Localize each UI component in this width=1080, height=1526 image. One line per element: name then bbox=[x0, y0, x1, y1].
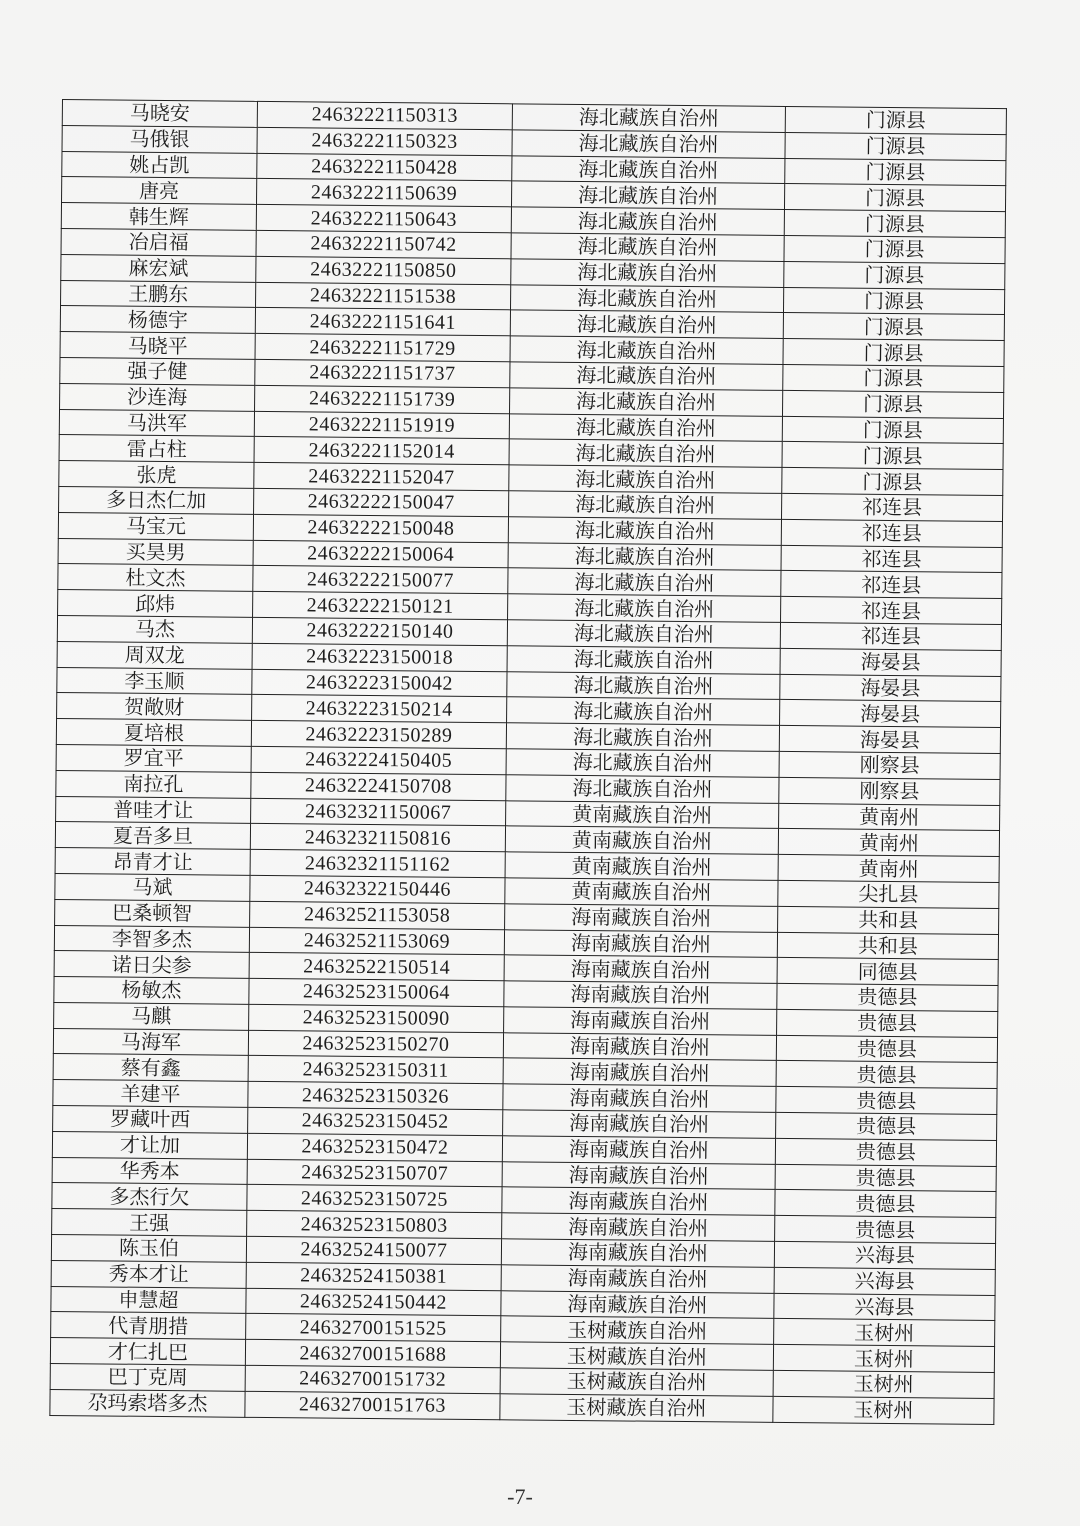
candidate-name-cell: 罗宜平 bbox=[56, 744, 251, 772]
candidate-name-cell: 陈玉伯 bbox=[51, 1235, 246, 1263]
county-cell: 祁连县 bbox=[781, 571, 1002, 599]
candidate-name-cell: 冶启福 bbox=[61, 228, 256, 256]
prefecture-cell: 海南藏族自治州 bbox=[502, 1187, 775, 1215]
prefecture-cell: 海北藏族自治州 bbox=[511, 259, 784, 287]
candidate-name-cell: 姚占凯 bbox=[62, 151, 257, 179]
county-cell: 海晏县 bbox=[780, 700, 1001, 728]
prefecture-cell: 海北藏族自治州 bbox=[512, 104, 785, 132]
exam-id-cell: 24632523150472 bbox=[247, 1133, 502, 1161]
prefecture-cell: 海北藏族自治州 bbox=[508, 568, 781, 596]
exam-id-cell: 24632700151525 bbox=[246, 1314, 501, 1342]
candidate-name-cell: 周双龙 bbox=[57, 641, 252, 669]
exam-id-cell: 24632524150077 bbox=[246, 1236, 501, 1264]
exam-id-cell: 24632222150140 bbox=[252, 617, 507, 645]
prefecture-cell: 海南藏族自治州 bbox=[501, 1265, 774, 1293]
county-cell: 黄南州 bbox=[779, 803, 1000, 831]
prefecture-cell: 海北藏族自治州 bbox=[510, 362, 783, 390]
roster-table-body bbox=[50, 100, 1007, 1425]
exam-id-cell: 24632221150639 bbox=[256, 179, 511, 207]
prefecture-cell: 海北藏族自治州 bbox=[507, 646, 780, 674]
county-cell: 门源县 bbox=[784, 235, 1005, 263]
exam-id-cell: 24632222150077 bbox=[253, 566, 508, 594]
county-cell: 门源县 bbox=[784, 184, 1005, 212]
exam-id-cell: 24632522150514 bbox=[249, 953, 504, 981]
candidate-name-cell: 韩生辉 bbox=[61, 203, 256, 231]
exam-id-cell: 24632224150708 bbox=[251, 772, 506, 800]
prefecture-cell: 黄南藏族自治州 bbox=[506, 800, 779, 828]
exam-id-cell: 24632700151688 bbox=[245, 1340, 500, 1368]
candidate-name-cell: 马晓安 bbox=[62, 100, 257, 128]
prefecture-cell: 海北藏族自治州 bbox=[507, 671, 780, 699]
candidate-name-cell: 普哇才让 bbox=[56, 796, 251, 824]
prefecture-cell: 海北藏族自治州 bbox=[512, 130, 785, 158]
exam-id-cell: 24632321150816 bbox=[250, 824, 505, 852]
exam-id-cell: 24632222150048 bbox=[253, 514, 508, 542]
county-cell: 门源县 bbox=[784, 210, 1005, 238]
candidate-name-cell: 申慧超 bbox=[51, 1286, 246, 1314]
candidate-name-cell: 马海军 bbox=[53, 1028, 248, 1056]
exam-id-cell: 24632523150452 bbox=[248, 1107, 503, 1135]
candidate-name-cell: 杨德宇 bbox=[60, 306, 255, 334]
candidate-name-cell: 雷占柱 bbox=[59, 435, 254, 463]
exam-id-cell: 24632523150707 bbox=[247, 1159, 502, 1187]
prefecture-cell: 玉树藏族自治州 bbox=[500, 1342, 773, 1370]
county-cell: 海晏县 bbox=[780, 648, 1001, 676]
candidate-name-cell: 巴丁克周 bbox=[50, 1363, 245, 1391]
prefecture-cell: 海北藏族自治州 bbox=[506, 749, 779, 777]
candidate-name-cell: 沙连海 bbox=[60, 383, 255, 411]
county-cell: 刚察县 bbox=[779, 777, 1000, 805]
candidate-name-cell: 尕玛索塔多杰 bbox=[50, 1389, 245, 1417]
prefecture-cell: 海北藏族自治州 bbox=[506, 723, 779, 751]
prefecture-cell: 海北藏族自治州 bbox=[510, 388, 783, 416]
exam-id-cell: 24632223150289 bbox=[251, 720, 506, 748]
prefecture-cell: 海南藏族自治州 bbox=[504, 955, 777, 983]
county-cell: 刚察县 bbox=[779, 751, 1000, 779]
exam-id-cell: 24632221150313 bbox=[257, 101, 512, 129]
prefecture-cell: 海北藏族自治州 bbox=[508, 542, 781, 570]
county-cell: 祁连县 bbox=[780, 622, 1001, 650]
prefecture-cell: 海南藏族自治州 bbox=[504, 1007, 777, 1035]
candidate-name-cell: 夏吾多旦 bbox=[55, 822, 250, 850]
candidate-name-cell: 杨敏杰 bbox=[54, 977, 249, 1005]
candidate-name-cell: 强子健 bbox=[60, 357, 255, 385]
exam-id-cell: 24632222150121 bbox=[253, 591, 508, 619]
county-cell: 玉树州 bbox=[774, 1319, 995, 1347]
county-cell: 黄南州 bbox=[778, 829, 999, 857]
prefecture-cell: 海南藏族自治州 bbox=[503, 1110, 776, 1138]
prefecture-cell: 海南藏族自治州 bbox=[503, 1032, 776, 1060]
candidate-name-cell: 才仁扎巴 bbox=[50, 1338, 245, 1366]
prefecture-cell: 海北藏族自治州 bbox=[507, 697, 780, 725]
exam-id-cell: 24632221151729 bbox=[255, 334, 510, 362]
candidate-name-cell: 李智多杰 bbox=[54, 925, 249, 953]
county-cell: 门源县 bbox=[783, 364, 1004, 392]
candidate-name-cell: 诺日尖参 bbox=[54, 951, 249, 979]
county-cell: 贵德县 bbox=[776, 1112, 997, 1140]
county-cell: 兴海县 bbox=[774, 1241, 995, 1269]
county-cell: 祁连县 bbox=[781, 597, 1002, 625]
prefecture-cell: 海北藏族自治州 bbox=[509, 491, 782, 519]
county-cell: 玉树州 bbox=[773, 1345, 994, 1373]
prefecture-cell: 玉树藏族自治州 bbox=[500, 1394, 773, 1422]
county-cell: 海晏县 bbox=[779, 726, 1000, 754]
exam-id-cell: 24632223150018 bbox=[252, 643, 507, 671]
candidate-name-cell: 华秀本 bbox=[52, 1157, 247, 1185]
candidate-name-cell: 贺敞财 bbox=[57, 693, 252, 721]
county-cell: 门源县 bbox=[785, 132, 1006, 160]
candidate-name-cell: 南拉孔 bbox=[56, 770, 251, 798]
prefecture-cell: 海北藏族自治州 bbox=[506, 775, 779, 803]
prefecture-cell: 海南藏族自治州 bbox=[502, 1213, 775, 1241]
prefecture-cell: 海北藏族自治州 bbox=[509, 413, 782, 441]
exam-id-cell: 24632221150643 bbox=[256, 205, 511, 233]
county-cell: 同德县 bbox=[777, 958, 998, 986]
county-cell: 兴海县 bbox=[774, 1293, 995, 1321]
exam-id-cell: 24632221150428 bbox=[257, 153, 512, 181]
exam-id-cell: 24632700151732 bbox=[245, 1365, 500, 1393]
county-cell: 共和县 bbox=[778, 906, 999, 934]
county-cell: 玉树州 bbox=[773, 1396, 994, 1424]
prefecture-cell: 海北藏族自治州 bbox=[510, 310, 783, 338]
prefecture-cell: 黄南藏族自治州 bbox=[505, 826, 778, 854]
candidate-name-cell: 邱炜 bbox=[58, 590, 253, 618]
prefecture-cell: 海南藏族自治州 bbox=[504, 981, 777, 1009]
county-cell: 贵德县 bbox=[775, 1190, 996, 1218]
prefecture-cell: 海北藏族自治州 bbox=[508, 594, 781, 622]
prefecture-cell: 玉树藏族自治州 bbox=[501, 1316, 774, 1344]
candidate-name-cell: 马晓平 bbox=[60, 332, 255, 360]
candidate-name-cell: 马宝元 bbox=[58, 512, 253, 540]
candidate-name-cell: 夏培根 bbox=[56, 719, 251, 747]
exam-id-cell: 24632221151737 bbox=[255, 359, 510, 387]
prefecture-cell: 海南藏族自治州 bbox=[502, 1161, 775, 1189]
prefecture-cell: 海南藏族自治州 bbox=[505, 903, 778, 931]
exam-id-cell: 24632222150064 bbox=[253, 540, 508, 568]
prefecture-cell: 玉树藏族自治州 bbox=[500, 1368, 773, 1396]
prefecture-cell: 黄南藏族自治州 bbox=[505, 878, 778, 906]
candidate-name-cell: 巴桑顿智 bbox=[55, 899, 250, 927]
exam-id-cell: 24632322150446 bbox=[250, 875, 505, 903]
roster-table-wrapper bbox=[49, 99, 1002, 1474]
county-cell: 兴海县 bbox=[774, 1267, 995, 1295]
county-cell: 门源县 bbox=[785, 106, 1006, 134]
county-cell: 共和县 bbox=[777, 932, 998, 960]
exam-id-cell: 24632524150442 bbox=[246, 1288, 501, 1316]
county-cell: 祁连县 bbox=[781, 545, 1002, 573]
county-cell: 玉树州 bbox=[773, 1370, 994, 1398]
county-cell: 贵德县 bbox=[776, 1035, 997, 1063]
candidate-name-cell: 马斌 bbox=[55, 873, 250, 901]
county-cell: 贵德县 bbox=[775, 1164, 996, 1192]
candidate-name-cell: 马杰 bbox=[57, 615, 252, 643]
county-cell: 贵德县 bbox=[776, 1061, 997, 1089]
exam-id-cell: 24632223150214 bbox=[252, 695, 507, 723]
county-cell: 门源县 bbox=[782, 468, 1003, 496]
county-cell: 门源县 bbox=[782, 390, 1003, 418]
county-cell: 祁连县 bbox=[781, 519, 1002, 547]
exam-id-cell: 24632521153058 bbox=[250, 901, 505, 929]
candidate-name-cell: 代青朋措 bbox=[51, 1312, 246, 1340]
page-number: -7- bbox=[507, 1484, 533, 1509]
candidate-name-cell: 张虎 bbox=[59, 461, 254, 489]
prefecture-cell: 海北藏族自治州 bbox=[511, 181, 784, 209]
candidate-name-cell: 王鹏东 bbox=[61, 280, 256, 308]
exam-id-cell: 24632523150270 bbox=[248, 1030, 503, 1058]
county-cell: 门源县 bbox=[782, 416, 1003, 444]
prefecture-cell: 海北藏族自治州 bbox=[511, 207, 784, 235]
exam-id-cell: 24632221150742 bbox=[256, 230, 511, 258]
county-cell: 祁连县 bbox=[781, 493, 1002, 521]
candidate-name-cell: 羊建平 bbox=[53, 1080, 248, 1108]
county-cell: 门源县 bbox=[783, 339, 1004, 367]
candidate-name-cell: 马洪军 bbox=[59, 409, 254, 437]
candidate-name-cell: 马俄银 bbox=[62, 125, 257, 153]
exam-id-cell: 24632523150311 bbox=[248, 1056, 503, 1084]
county-cell: 门源县 bbox=[783, 313, 1004, 341]
prefecture-cell: 黄南藏族自治州 bbox=[505, 852, 778, 880]
exam-id-cell: 24632523150326 bbox=[248, 1082, 503, 1110]
exam-id-cell: 24632221152047 bbox=[254, 463, 509, 491]
prefecture-cell: 海南藏族自治州 bbox=[503, 1084, 776, 1112]
candidate-name-cell: 杜文杰 bbox=[58, 564, 253, 592]
candidate-name-cell: 麻宏斌 bbox=[61, 254, 256, 282]
exam-id-cell: 24632221150850 bbox=[256, 256, 511, 284]
exam-id-cell: 24632321150067 bbox=[251, 798, 506, 826]
prefecture-cell: 海北藏族自治州 bbox=[510, 284, 783, 312]
exam-id-cell: 24632523150725 bbox=[247, 1185, 502, 1213]
county-cell: 门源县 bbox=[783, 287, 1004, 315]
county-cell: 门源县 bbox=[785, 158, 1006, 186]
county-cell: 尖扎县 bbox=[778, 880, 999, 908]
exam-id-cell: 24632223150042 bbox=[252, 669, 507, 697]
prefecture-cell: 海北藏族自治州 bbox=[510, 336, 783, 364]
exam-id-cell: 24632221152014 bbox=[254, 437, 509, 465]
county-cell: 贵德县 bbox=[777, 1009, 998, 1037]
exam-id-cell: 24632222150047 bbox=[254, 488, 509, 516]
candidate-name-cell: 多日杰仁加 bbox=[59, 486, 254, 514]
county-cell: 门源县 bbox=[784, 261, 1005, 289]
county-cell: 贵德县 bbox=[776, 1087, 997, 1115]
candidate-name-cell: 昂青才让 bbox=[55, 848, 250, 876]
candidate-name-cell: 才让加 bbox=[52, 1131, 247, 1159]
roster-table bbox=[49, 99, 1007, 1425]
candidate-name-cell: 李玉顺 bbox=[57, 667, 252, 695]
candidate-name-cell: 买昊男 bbox=[58, 538, 253, 566]
candidate-name-cell: 马麒 bbox=[54, 1002, 249, 1030]
prefecture-cell: 海南藏族自治州 bbox=[504, 929, 777, 957]
exam-id-cell: 24632521153069 bbox=[249, 927, 504, 955]
candidate-name-cell: 多杰行欠 bbox=[52, 1183, 247, 1211]
candidate-name-cell: 秀本才让 bbox=[51, 1260, 246, 1288]
exam-id-cell: 24632523150064 bbox=[249, 978, 504, 1006]
exam-id-cell: 24632221151739 bbox=[255, 385, 510, 413]
candidate-name-cell: 蔡有鑫 bbox=[53, 1054, 248, 1082]
prefecture-cell: 海南藏族自治州 bbox=[503, 1058, 776, 1086]
exam-id-cell: 24632221151641 bbox=[255, 308, 510, 336]
exam-id-cell: 24632523150803 bbox=[247, 1211, 502, 1239]
prefecture-cell: 海北藏族自治州 bbox=[511, 233, 784, 261]
prefecture-cell: 海南藏族自治州 bbox=[502, 1136, 775, 1164]
exam-id-cell: 24632221151919 bbox=[254, 411, 509, 439]
exam-id-cell: 24632221151538 bbox=[256, 282, 511, 310]
county-cell: 黄南州 bbox=[778, 855, 999, 883]
candidate-name-cell: 王强 bbox=[52, 1209, 247, 1237]
exam-id-cell: 24632224150405 bbox=[251, 746, 506, 774]
county-cell: 门源县 bbox=[782, 442, 1003, 470]
exam-id-cell: 24632221150323 bbox=[257, 127, 512, 155]
county-cell: 海晏县 bbox=[780, 674, 1001, 702]
prefecture-cell: 海北藏族自治州 bbox=[512, 155, 785, 183]
prefecture-cell: 海北藏族自治州 bbox=[509, 439, 782, 467]
prefecture-cell: 海南藏族自治州 bbox=[501, 1290, 774, 1318]
candidate-name-cell: 唐亮 bbox=[62, 177, 257, 205]
prefecture-cell: 海北藏族自治州 bbox=[507, 620, 780, 648]
prefecture-cell: 海北藏族自治州 bbox=[509, 465, 782, 493]
exam-id-cell: 24632700151763 bbox=[245, 1391, 500, 1419]
prefecture-cell: 海北藏族自治州 bbox=[508, 517, 781, 545]
exam-id-cell: 24632321151162 bbox=[250, 849, 505, 877]
exam-id-cell: 24632523150090 bbox=[249, 1004, 504, 1032]
county-cell: 贵德县 bbox=[775, 1216, 996, 1244]
county-cell: 贵德县 bbox=[777, 983, 998, 1011]
prefecture-cell: 海南藏族自治州 bbox=[501, 1239, 774, 1267]
exam-id-cell: 24632524150381 bbox=[246, 1262, 501, 1290]
candidate-name-cell: 罗藏叶西 bbox=[53, 1106, 248, 1134]
county-cell: 贵德县 bbox=[775, 1138, 996, 1166]
